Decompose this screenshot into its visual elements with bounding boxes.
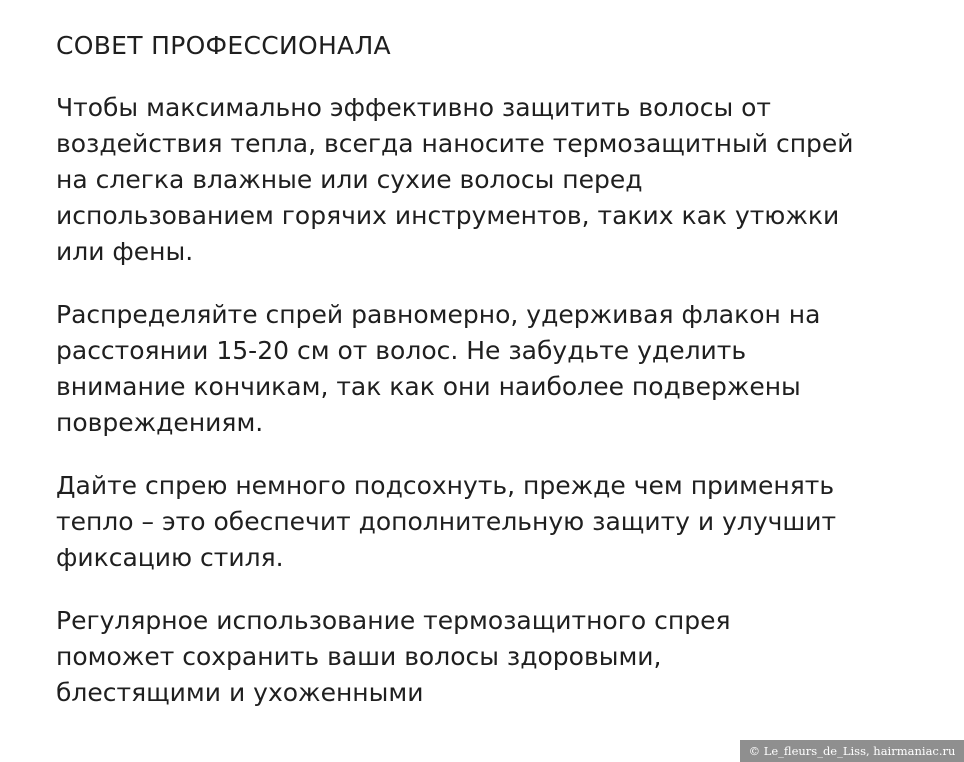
- paragraph-regular-use: [56, 603, 946, 711]
- text-line: Дайте спрею немного подсохнуть, прежде чем применять: [56, 471, 835, 500]
- text-line: или фены.: [56, 237, 194, 266]
- text-line: Чтобы максимально эффективно защитить волосы от: [56, 93, 771, 122]
- text-line: блестящими и ухоженными: [56, 678, 424, 707]
- watermark-credit: © Le_fleurs_de_Liss, hairmaniac.ru: [740, 740, 964, 762]
- paragraph-heat-protection: [56, 90, 946, 270]
- paragraph-drying: [56, 468, 946, 576]
- text-line: расстоянии 15-20 см от волос. Не забудьте уделить: [56, 336, 747, 365]
- text-line: воздействия тепла, всегда наносите термозащитный спрей: [56, 129, 854, 158]
- text-line: Регулярное использование термозащитного спрея: [56, 606, 731, 635]
- text-line: повреждениям.: [56, 408, 264, 437]
- text-line: Распределяйте спрей равномерно, удерживая флакон на: [56, 300, 821, 329]
- text-line: на слегка влажные или сухие волосы перед: [56, 165, 643, 194]
- paragraph-application: [56, 297, 946, 441]
- text-line: тепло – это обеспечит дополнительную защиту и улучшит: [56, 507, 837, 536]
- text-line: внимание кончикам, так как они наиболее подвержены: [56, 372, 801, 401]
- text-line: использованием горячих инструментов, таких как утюжки: [56, 201, 840, 230]
- text-line: поможет сохранить ваши волосы здоровыми,: [56, 642, 662, 671]
- article: [56, 28, 946, 738]
- text-line: фиксацию стиля.: [56, 543, 284, 572]
- page-title: СОВЕТ ПРОФЕССИОНАЛА: [56, 31, 391, 60]
